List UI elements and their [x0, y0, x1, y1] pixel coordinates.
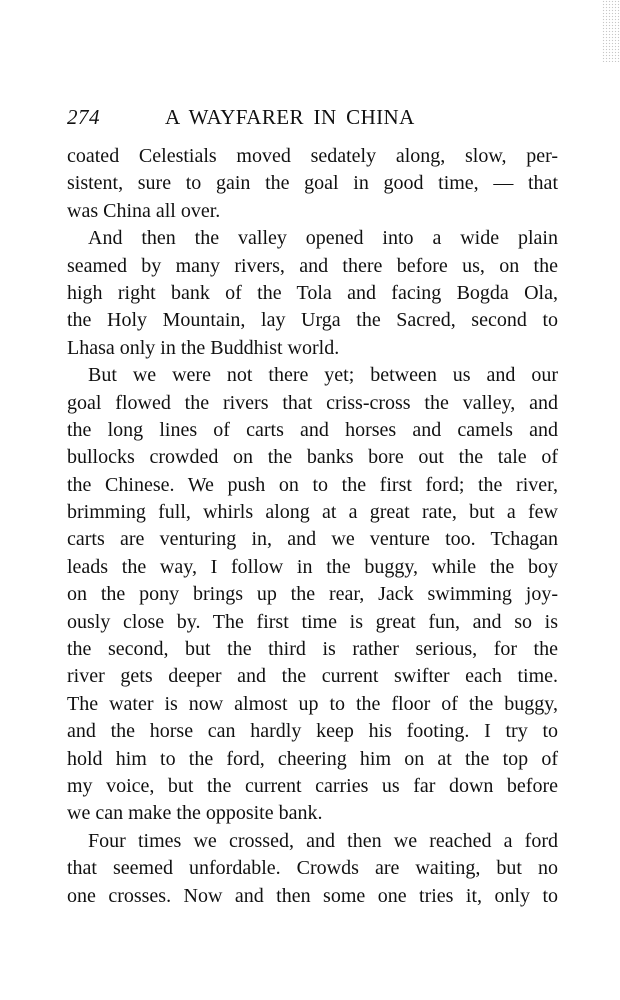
text-line: bullocks crowded on the banks bore out the tale of — [67, 446, 558, 469]
text-line: my voice, but the current carries us far down before — [67, 774, 558, 797]
text-line: that seemed unfordable. Crowds are waiting, but no — [67, 857, 558, 880]
text-line: ously close by. The first time is great fun, and so is — [67, 610, 558, 633]
body-text — [67, 143, 558, 910]
text-line: Four times we crossed, and then we reached a ford — [88, 829, 558, 852]
text-line: Lhasa only in the Buddhist world. — [67, 336, 340, 359]
text-line: the Holy Mountain, lay Urga the Sacred, second to — [67, 309, 558, 332]
text-line: leads the way, I follow in the buggy, while the boy — [67, 555, 558, 578]
text-line: seamed by many rivers, and there before us, on the — [67, 254, 558, 277]
text-line: hold him to the ford, cheering him on at the top of — [67, 747, 558, 770]
text-line: But we were not there yet; between us and our — [88, 364, 558, 387]
text-line: coated Celestials moved sedately along, slow, per- — [67, 145, 558, 167]
scan-corner-speckle — [602, 0, 620, 62]
running-title: A WAYFARER IN CHINA — [165, 105, 415, 129]
text-line: and the horse can hardly keep his footing. I try to — [67, 720, 558, 743]
page-header — [67, 103, 560, 131]
page-number: 274 — [67, 105, 100, 129]
text-line: brimming full, whirls along at a great rate, but a few — [67, 501, 558, 524]
text-line: river gets deeper and the current swifter each time. — [67, 665, 558, 688]
text-line: the long lines of carts and horses and camels and — [67, 418, 558, 441]
text-line: one crosses. Now and then some one tries it, only to — [67, 884, 558, 907]
text-line: was China all over. — [67, 199, 221, 222]
text-line: The water is now almost up to the floor of the buggy, — [67, 692, 558, 715]
text-line: high right bank of the Tola and facing Bogda Ola, — [67, 281, 558, 304]
text-line: on the pony brings up the rear, Jack swimming joy- — [67, 583, 558, 606]
text-line: we can make the opposite bank. — [67, 802, 323, 825]
text-line: the Chinese. We push on to the first ford; the river, — [67, 473, 558, 496]
text-line: And then the valley opened into a wide plain — [88, 227, 558, 250]
text-line: carts are venturing in, and we venture too. Tchagan — [67, 528, 558, 551]
text-line: goal flowed the rivers that criss-cross the valley, and — [67, 391, 558, 414]
text-line: sistent, sure to gain the goal in good time, — that — [67, 172, 558, 195]
text-line: the second, but the third is rather serious, for the — [67, 638, 558, 661]
